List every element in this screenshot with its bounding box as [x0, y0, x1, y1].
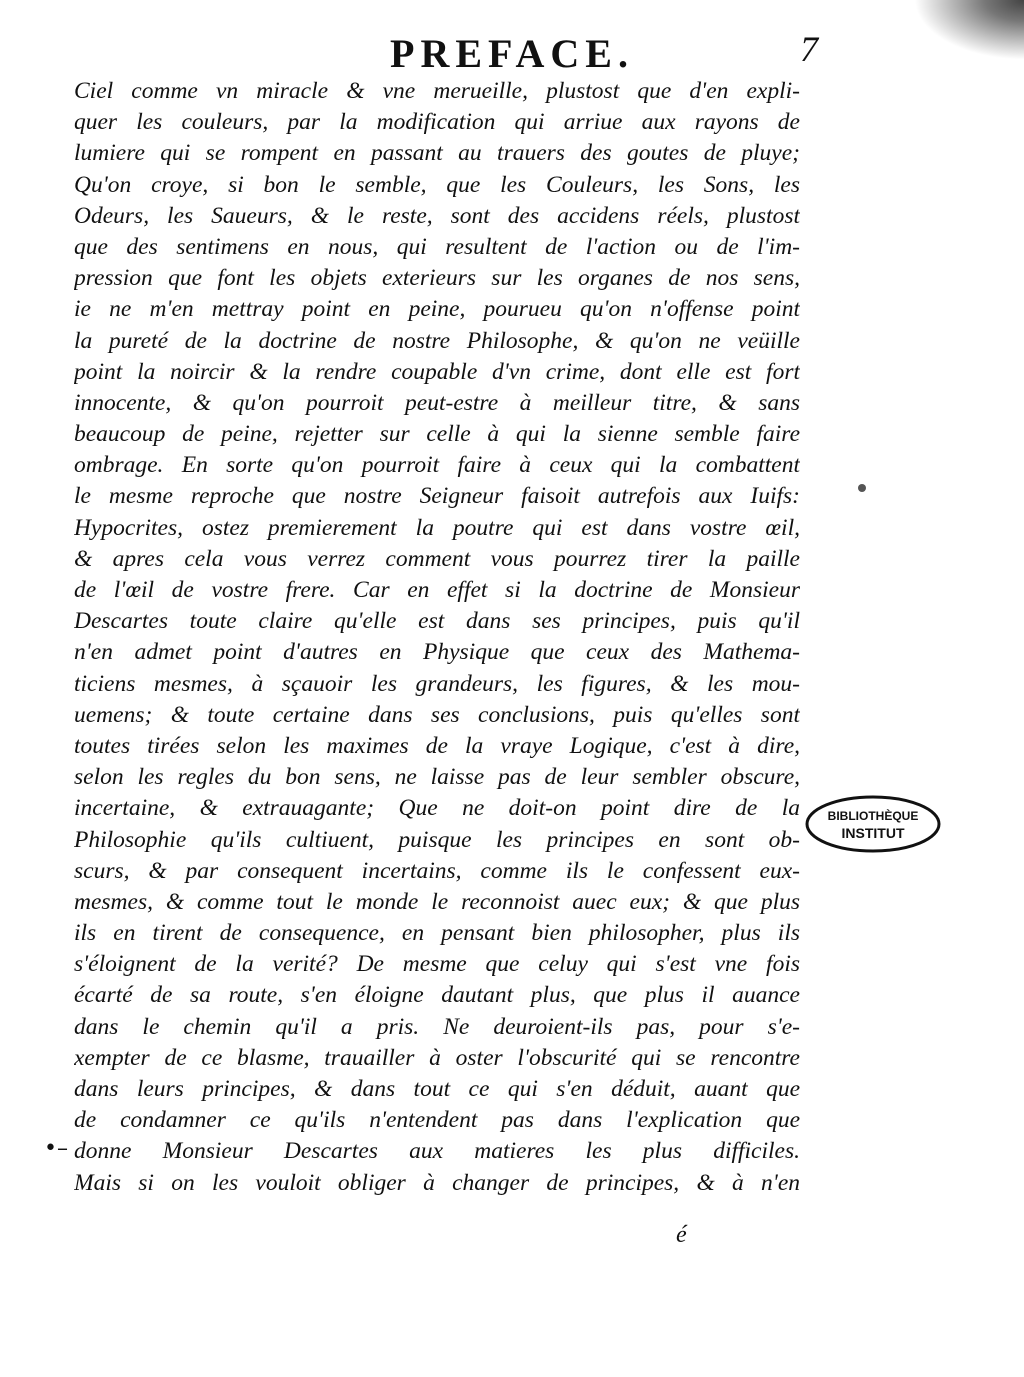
text-line: de l'œil de vostre frere. Car en effet si la doctrine de Monsieur — [74, 577, 800, 603]
text-line: selon les regles du bon sens, ne laisse pas de leur sembler obscure, — [74, 764, 800, 791]
text-line: beaucoup de peine, rejetter sur celle à qui la sienne semble faire — [74, 421, 800, 448]
text-line: incertaine, & extrauagante; Que ne doit-on point dire de la — [74, 795, 800, 822]
body-text — [74, 76, 800, 1199]
text-line: ils en tirent de consequence, en pensant bien philosopher, plus ils — [74, 920, 800, 947]
text-line: pression que font les objets exterieurs sur les organes de nos sens, — [74, 265, 800, 292]
text-line: la pureté de la doctrine de nostre Philosophe, & qu'on ne veüille — [74, 327, 800, 354]
library-stamp — [804, 794, 942, 854]
text-line: mesmes, & comme tout le monde le reconnoist auec eux; & que plus — [74, 888, 800, 915]
stamp-line-2: INSTITUT — [841, 825, 905, 841]
page-number: 7 — [800, 29, 818, 69]
text-line: lumiere qui se rompent en passant au trauers des goutes de pluye; — [74, 140, 800, 167]
stamp-line-1: BIBLIOTHÈQUE — [827, 809, 919, 823]
text-line: donne Monsieur Descartes aux matieres les plus difficiles. — [74, 1138, 800, 1165]
text-line: scurs, & par consequent incertains, comme ils le confessent eux- — [74, 857, 800, 884]
text-line: dans leurs principes, & dans tout ce qui s'en déduit, auant que — [74, 1076, 800, 1102]
text-line: Philosophie qu'ils cultiuent, puisque les principes en sont ob- — [74, 826, 800, 853]
text-line: Descartes toute claire qu'elle est dans ses principes, puis qu'il — [74, 608, 800, 635]
text-line: Hypocrites, ostez premierement la poutre qui est dans vostre œil, — [74, 514, 800, 541]
text-line: Qu'on croye, si bon le semble, que les Couleurs, les Sons, les — [74, 171, 800, 198]
text-line: toutes tirées selon les maximes de la vraye Logique, c'est à dire, — [74, 732, 800, 759]
text-line: point la noircir & la rendre coupable d'vn crime, dont elle est fort — [74, 358, 800, 385]
text-line: & apres cela vous verrez comment vous pourrez tirer la paille — [74, 545, 800, 572]
text-line: n'en admet point d'autres en Physique que ceux des Mathema- — [74, 639, 800, 666]
page-title: PREFACE. — [390, 31, 634, 76]
catchword: é — [676, 1222, 687, 1248]
text-line: Odeurs, les Saueurs, & le reste, sont des accidens réels, plustost — [74, 202, 800, 229]
text-line: le mesme reproche que nostre Seigneur faisoit autrefois aux Iuifs: — [74, 483, 800, 510]
margin-mark: •– — [44, 1136, 68, 1161]
ink-speck — [858, 484, 866, 492]
text-line: uemens; & toute certaine dans ses conclusions, puis qu'elles sont — [74, 701, 800, 728]
text-line: Ciel comme vn miracle & vne merueille, plustost que d'en expli- — [74, 78, 800, 104]
text-line: que des sentimens en nous, qui resultent de l'action ou de l'im- — [74, 233, 800, 260]
text-line: quer les couleurs, par la modification qui arriue aux rayons de — [74, 109, 800, 136]
text-line: innocente, & qu'on pourroit peut-estre à meilleur titre, & sans — [74, 389, 800, 416]
text-line: ombrage. En sorte qu'on pourroit faire à ceux qui la combattent — [74, 452, 800, 479]
text-line: ticiens mesmes, à sçauoir les grandeurs, les figures, & les mou- — [74, 670, 800, 697]
text-line: ie ne m'en mettray point en peine, pourueu qu'on n'offense point — [74, 296, 800, 323]
text-line: Mais si on les vouloit obliger à changer de principes, & à n'en — [74, 1169, 800, 1196]
text-line: écarté de sa route, s'en éloigne dautant plus, que plus il auance — [74, 982, 800, 1009]
text-line: dans le chemin qu'il a pris. Ne deuroient-ils pas, pour s'e- — [74, 1013, 800, 1040]
text-line: de condamner ce qu'ils n'entendent pas dans l'explication que — [74, 1107, 800, 1134]
text-line: xempter de ce blasme, trauailler à oster l'obscurité qui se rencontre — [74, 1044, 800, 1071]
text-line: s'éloignent de la verité? De mesme que celuy qui s'est vne fois — [74, 951, 800, 978]
